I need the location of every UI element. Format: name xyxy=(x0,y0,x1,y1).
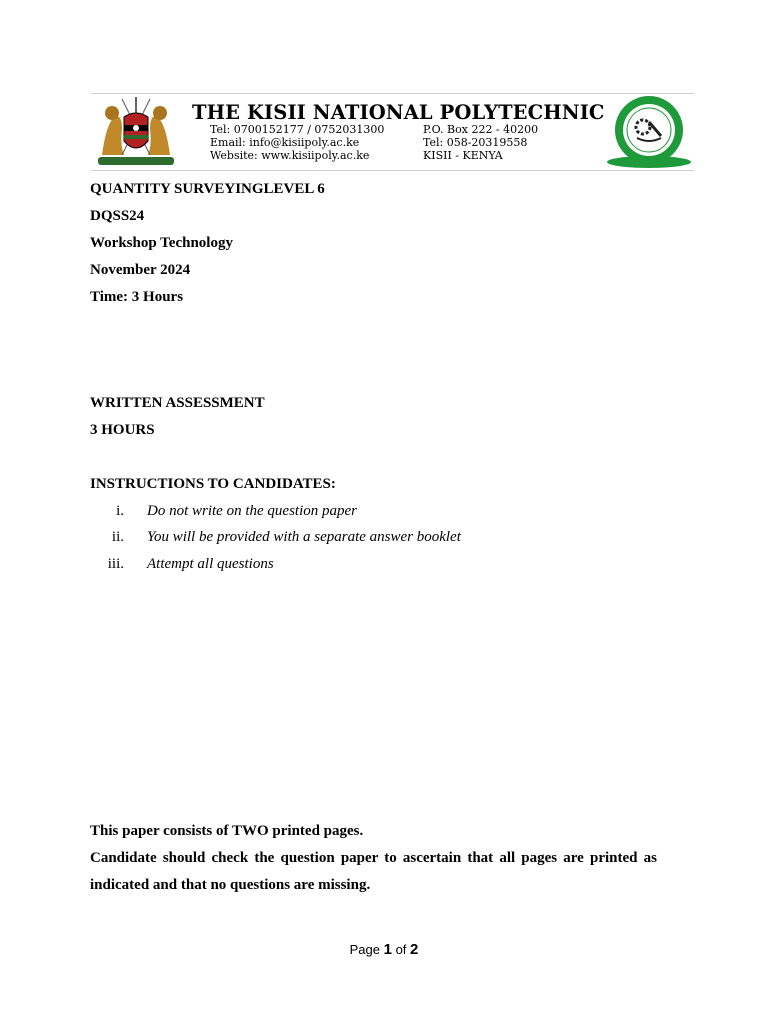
subject-name: Workshop Technology xyxy=(90,235,233,251)
letterhead-location: KISII - KENYA xyxy=(423,149,503,162)
letterhead-tel: Tel: 0700152177 / 0752031300 xyxy=(210,123,385,136)
page-count-note: This paper consists of TWO printed pages. xyxy=(90,823,364,839)
instruction-numeral: iii. xyxy=(107,556,124,572)
letterhead-contacts xyxy=(210,123,384,162)
instruction-item: Do not write on the question paper xyxy=(147,503,357,519)
letterhead-tel2: Tel: 058-20319558 xyxy=(423,136,528,149)
coat-of-arms-icon xyxy=(92,95,180,167)
footer-of-word: of xyxy=(395,942,407,957)
footer-page-word: Page xyxy=(349,942,380,957)
institution-name: THE KISII NATIONAL POLYTECHNIC xyxy=(192,101,605,124)
course-code: DQSS24 xyxy=(90,208,145,224)
course-title: QUANTITY SURVEYINGLEVEL 6 xyxy=(90,181,325,197)
instructions-heading: INSTRUCTIONS TO CANDIDATES: xyxy=(90,476,336,492)
footer-total-pages: 2 xyxy=(410,941,419,958)
footer-current-page: 1 xyxy=(383,941,392,958)
instruction-item: You will be provided with a separate answer booklet xyxy=(147,529,461,545)
assessment-title: WRITTEN ASSESSMENT xyxy=(90,395,265,411)
letterhead-email: Email: info@kisiipoly.ac.ke xyxy=(210,136,360,149)
letterhead-po-box: P.O. Box 222 - 40200 xyxy=(423,123,539,136)
assessment-duration: 3 HOURS xyxy=(90,422,155,438)
page-footer xyxy=(0,941,768,958)
instruction-numeral: i. xyxy=(116,503,124,519)
instruction-numeral: ii. xyxy=(111,529,124,545)
instruction-item: Attempt all questions xyxy=(147,556,274,572)
check-pages-note: Candidate should check the question paper to ascertain that all pages are printed as indicated and that no questions are missing. xyxy=(90,850,657,893)
polytechnic-seal-icon xyxy=(605,94,694,170)
letterhead-website: Website: www.kisiipoly.ac.ke xyxy=(210,149,370,162)
exam-time: Time: 3 Hours xyxy=(90,289,184,305)
letterhead xyxy=(91,93,694,171)
letterhead-address xyxy=(423,123,538,162)
exam-date: November 2024 xyxy=(90,262,191,278)
